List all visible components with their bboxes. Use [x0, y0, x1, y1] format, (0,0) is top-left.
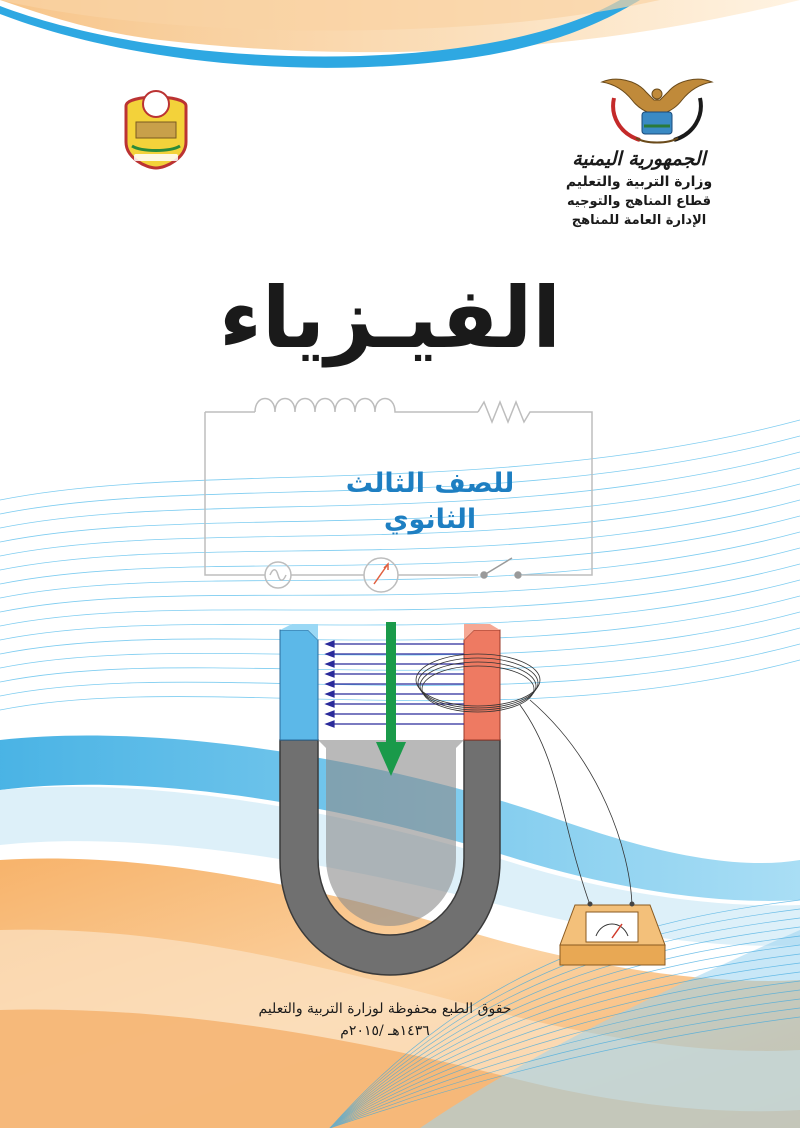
field-arrowhead: [326, 661, 334, 667]
inductor-coil-icon: [255, 399, 405, 413]
book-subtitle: للصف الثالث الثانوي: [345, 468, 515, 535]
ammeter-icon: [364, 558, 398, 592]
edition-year: ١٤٣٦هـ /٢٠١٥م: [340, 1023, 430, 1039]
book-title: الفيـزياء: [218, 269, 562, 367]
field-arrowhead: [326, 691, 334, 697]
resistor-icon: [478, 402, 536, 422]
country-name: الجمهورية اليمنية: [572, 148, 706, 170]
field-arrowhead: [326, 701, 334, 707]
field-arrowhead: [326, 721, 334, 727]
field-arrowhead: [326, 711, 334, 717]
ac-source-icon: [265, 562, 291, 588]
copyright-block: [240, 998, 530, 1042]
copyright-text: حقوق الطبع محفوظة لوزارة التربية والتعليم: [258, 1001, 512, 1017]
field-arrowhead: [326, 681, 334, 687]
switch-icon: [481, 558, 521, 578]
field-arrowhead: [326, 651, 334, 657]
galvanometer-icon: [560, 902, 665, 966]
ministry-name: وزارة التربية والتعليم: [565, 174, 713, 190]
field-arrowhead: [326, 671, 334, 677]
department-name: الإدارة العامة للمناهج: [571, 213, 707, 228]
sector-name: قطاع المناهج والتوجيه: [566, 194, 712, 209]
field-arrowhead: [326, 641, 334, 647]
